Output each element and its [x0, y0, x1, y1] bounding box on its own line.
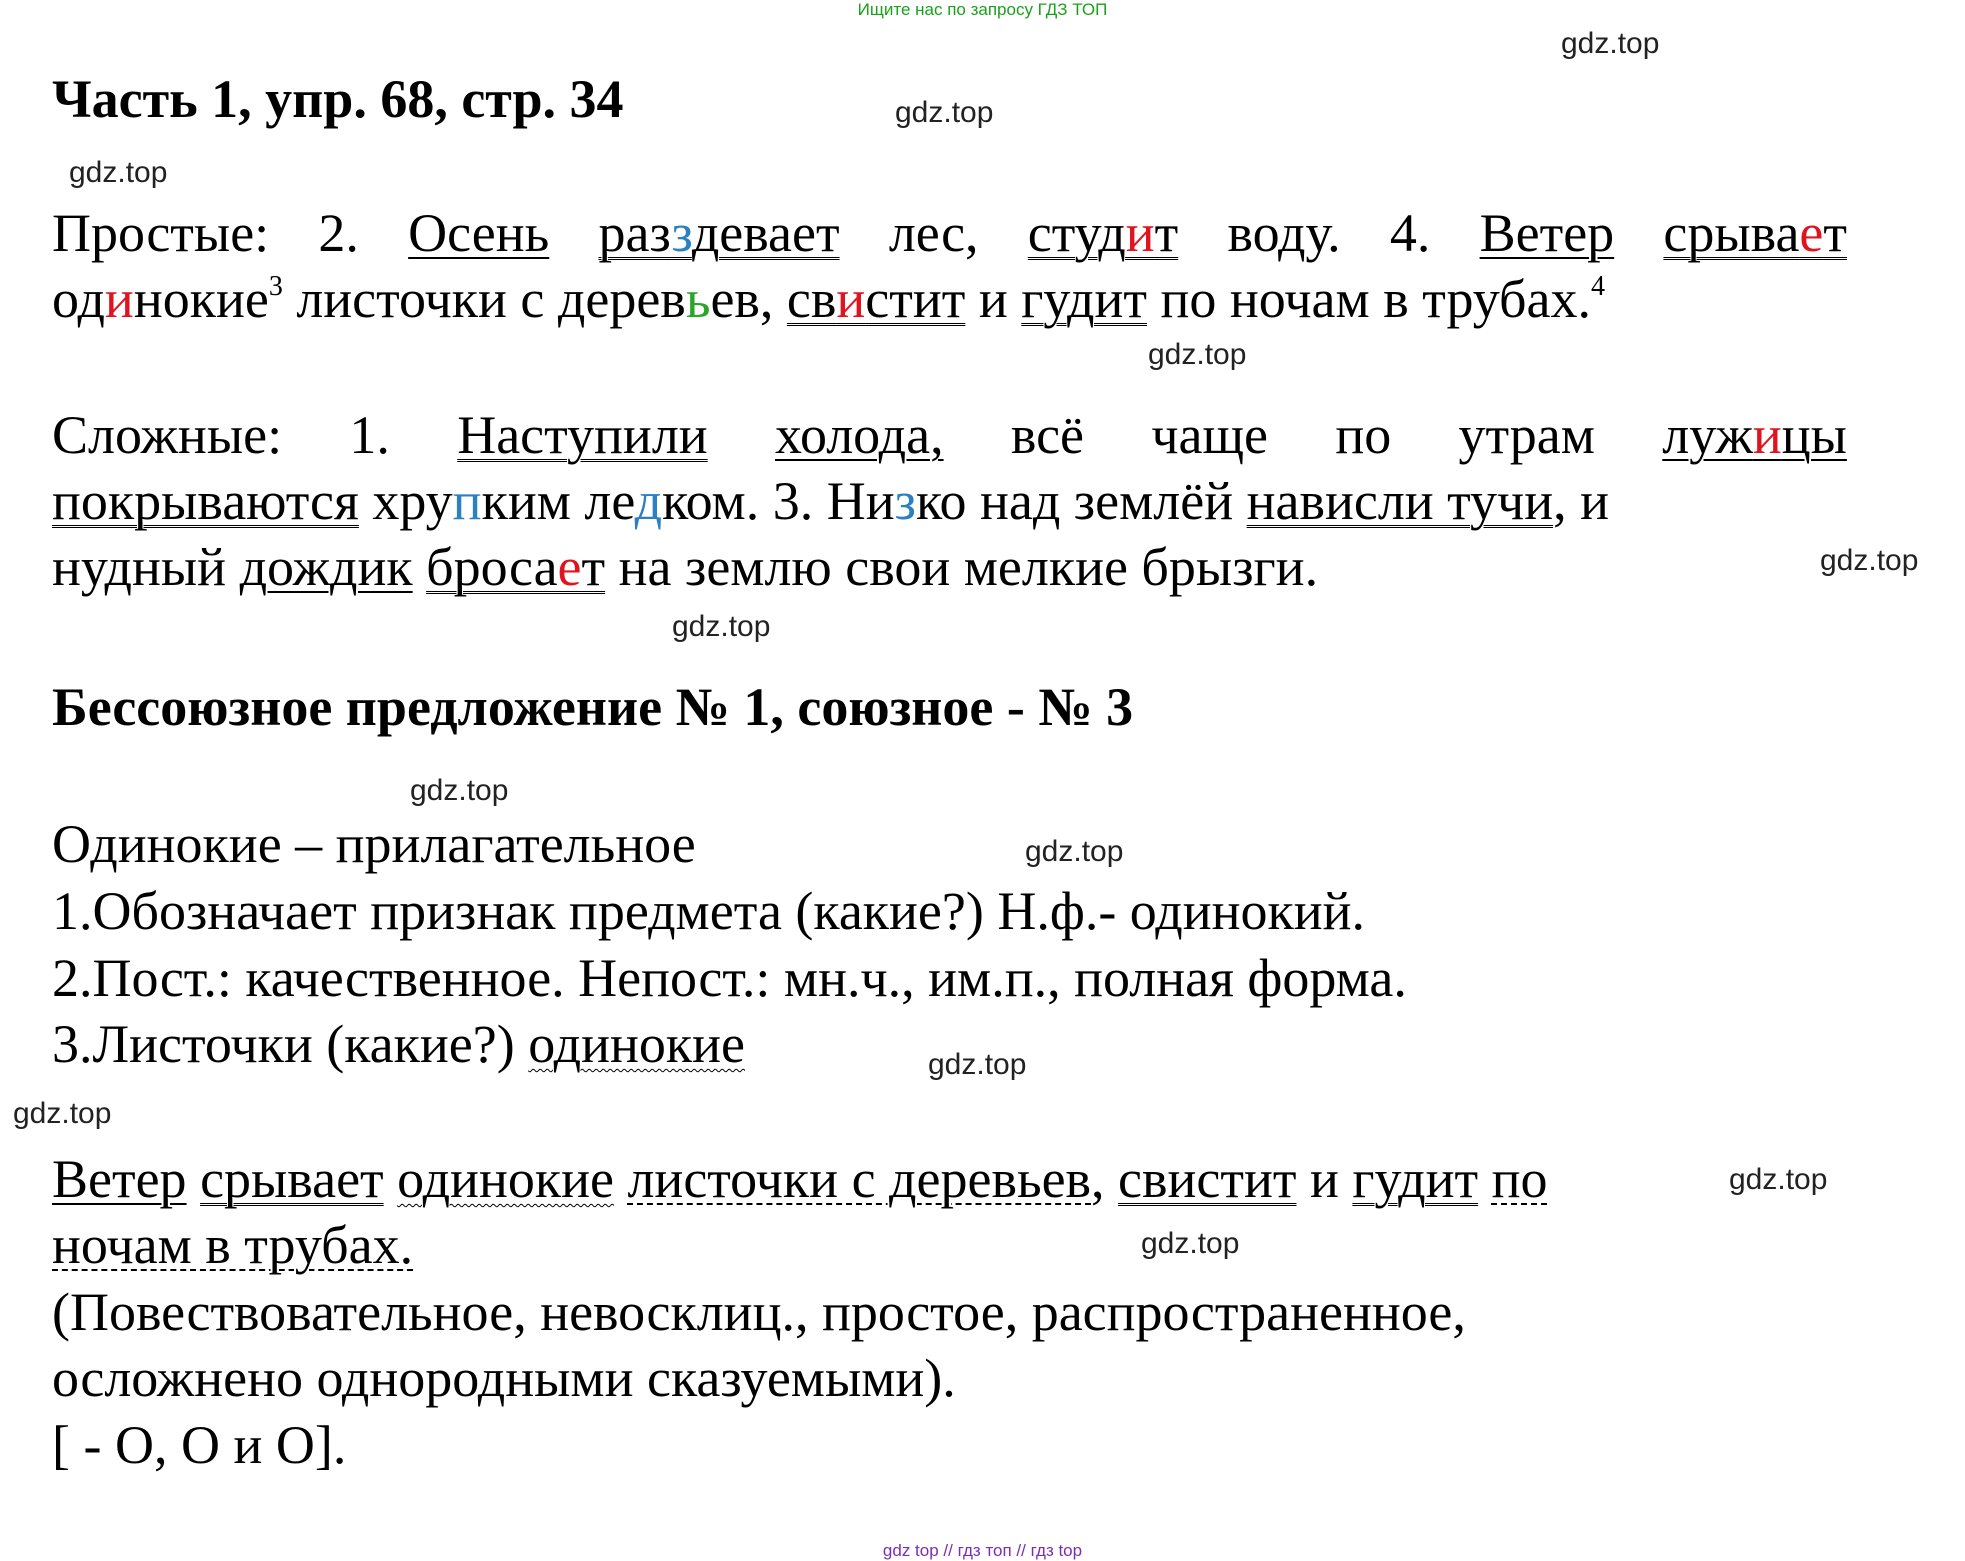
- subject-word: Ветер: [52, 1149, 187, 1209]
- watermark: gdz.top: [1729, 1163, 1828, 1196]
- watermark: gdz.top: [1025, 835, 1124, 868]
- analysis-point-2: 2.Пост.: качественное. Непост.: мн.ч., им.п., полная форма.: [52, 948, 1407, 1008]
- predicate-word: гудит: [1352, 1149, 1479, 1209]
- watermark: gdz.top: [69, 156, 168, 189]
- complex-sentences-line-3: нудный дождик бросает на землю свои мелкие брызги.: [52, 537, 1319, 597]
- subject-word: дождик: [239, 537, 413, 597]
- complex-sentences-line-2: покрываются хрупким ледком. 3. Низко над землёй нависли тучи, и: [52, 471, 1610, 531]
- subject-word: лужицы: [1662, 405, 1847, 465]
- analysis-title: Одинокие – прилагательное: [52, 814, 696, 874]
- predicate-word: гудит: [1021, 269, 1147, 329]
- parse-description-2: осложнено однородными сказуемыми).: [52, 1348, 956, 1408]
- attribute-word: одинокие: [397, 1149, 614, 1209]
- sentence-number: 4.: [1389, 203, 1431, 263]
- subject-word: Ветер: [1479, 203, 1615, 263]
- word: утрам: [1458, 405, 1595, 465]
- simple-label: Простые:: [52, 203, 270, 263]
- watermark: gdz.top: [1820, 544, 1919, 577]
- watermark: gdz.top: [672, 610, 771, 643]
- watermark: gdz.top: [13, 1097, 112, 1130]
- sentence-scheme: [ - О, О и О].: [52, 1415, 347, 1475]
- footnote-marker: 3: [268, 271, 283, 302]
- top-banner: Ищите нас по запросу ГДЗ ТОП: [857, 0, 1108, 19]
- watermark: gdz.top: [1141, 1227, 1240, 1260]
- subject-word: Осень: [408, 203, 550, 263]
- sentence-number: 1.: [349, 405, 390, 465]
- adverbial-phrase: ночам в трубах.: [52, 1215, 414, 1275]
- complex-sentences-line-1: [52, 404, 1847, 466]
- analysis-point-3: 3.Листочки (какие?) одинокие: [52, 1014, 746, 1074]
- predicate-word: покрываются: [52, 471, 359, 531]
- summary-heading: Бессоюзное предложение № 1, союзное - № 3: [52, 677, 1134, 737]
- complex-label: Сложные:: [52, 405, 283, 465]
- sentence-number: 2.: [318, 203, 359, 263]
- word: чаще: [1151, 405, 1269, 465]
- simple-sentences-line-2: одинокие$^3$ листочки с деревьев, свистит и гудит по ночам в трубах.$^4$: [52, 269, 1605, 329]
- footnote-marker: 4: [1590, 271, 1605, 302]
- watermark: gdz.top: [1148, 338, 1247, 371]
- predicate-word: студит: [1027, 203, 1179, 263]
- parse-line-2: [52, 1214, 1847, 1276]
- predicate-word: свистит: [786, 269, 966, 329]
- word: воду.: [1227, 203, 1341, 263]
- predicate-subject-group: нависли тучи: [1246, 471, 1554, 531]
- predicate-word: срывает: [1663, 203, 1847, 263]
- predicate-word: срывает: [200, 1149, 384, 1209]
- parse-description-1: (Повествовательное, невосклиц., простое, распространенное,: [52, 1282, 1466, 1342]
- predicate-word: свистит: [1118, 1149, 1297, 1209]
- simple-sentences-line-1: [52, 202, 1847, 264]
- watermark: gdz.top: [895, 96, 994, 129]
- adverbial-phrase: по: [1491, 1149, 1548, 1209]
- footer: gdz top // гдз топ // гдз top: [882, 1541, 1083, 1560]
- predicate-word: разздевает: [598, 203, 840, 263]
- watermark: gdz.top: [928, 1048, 1027, 1081]
- word: всё: [1010, 405, 1085, 465]
- word: лес,: [888, 203, 979, 263]
- predicate-word: Наступили: [457, 405, 708, 465]
- attribute-word: одинокие: [528, 1014, 746, 1074]
- watermark: gdz.top: [410, 774, 509, 807]
- page-title: Часть 1, упр. 68, стр. 34: [52, 69, 624, 129]
- subject-word: холода,: [775, 405, 944, 465]
- parse-line-1: Ветер срывает одинокие листочки с деревьев, свистит и гудит по: [52, 1149, 1548, 1209]
- watermark: gdz.top: [1561, 27, 1660, 60]
- analysis-point-1: 1.Обозначает признак предмета (какие?) Н.ф.- одинокий.: [52, 881, 1366, 941]
- predicate-word: бросает: [426, 537, 606, 597]
- object-phrase: листочки с деревьев: [627, 1149, 1092, 1209]
- word: по: [1335, 405, 1392, 465]
